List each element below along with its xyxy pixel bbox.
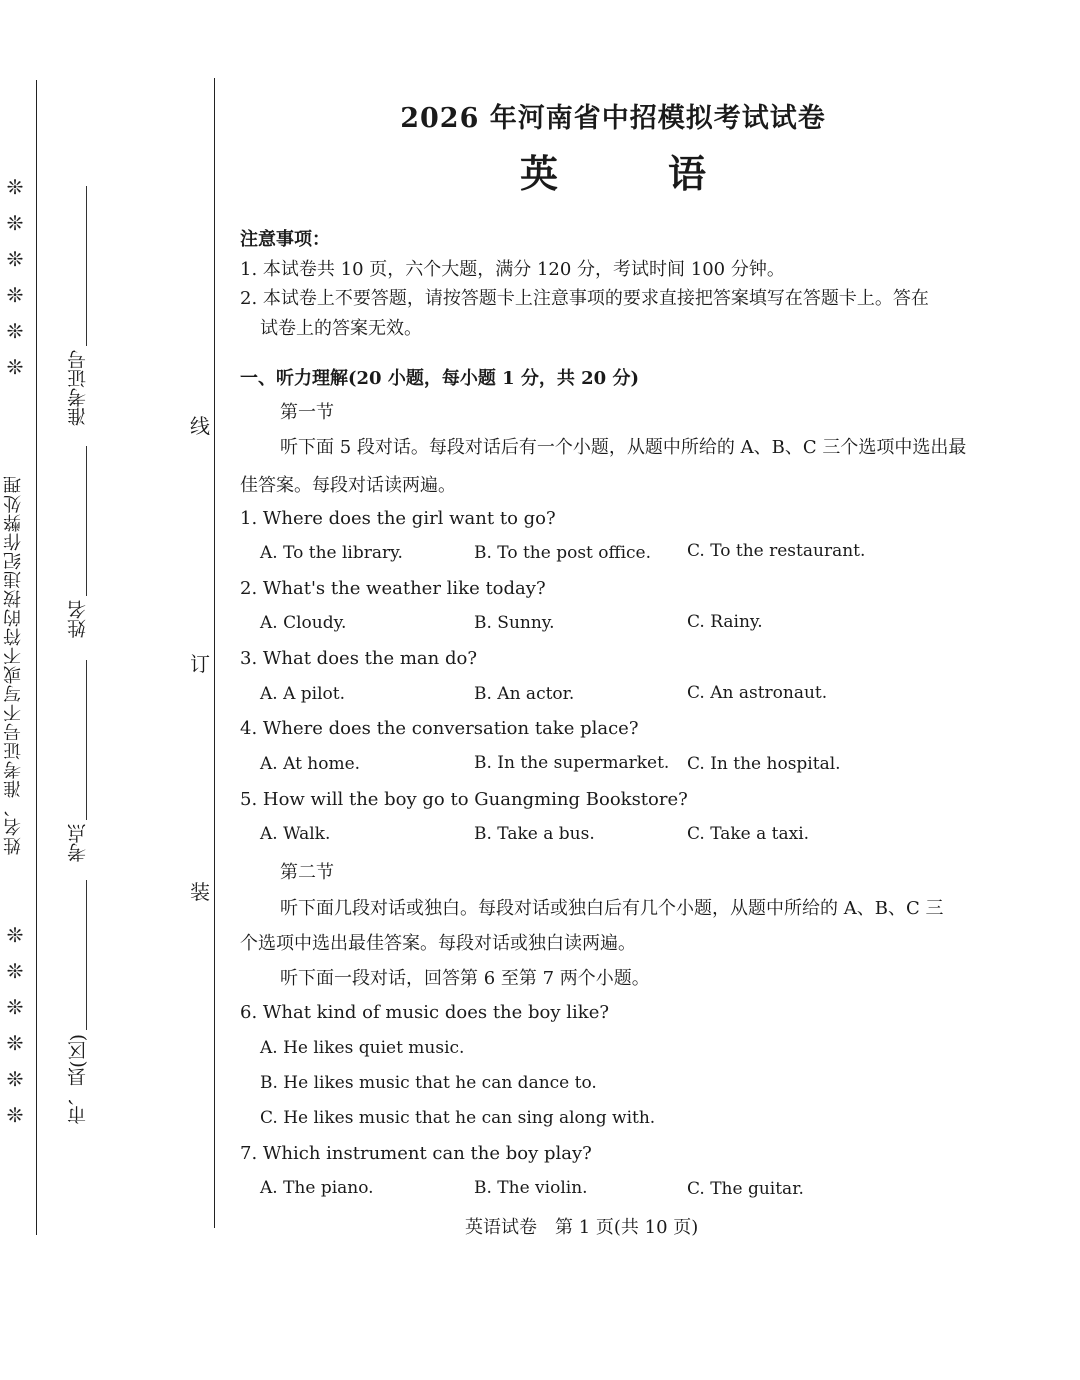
question-3: 3. What does the man do? [240,648,477,669]
star-icon: ❊ [6,211,24,235]
margin-divider-outer [36,80,37,1235]
q6-option-a: A. He likes quiet music. [260,1038,465,1058]
star-icon: ❊ [6,283,24,307]
exam-number-underline [86,186,87,346]
q6-option-b: B. He likes music that he can dance to. [260,1073,597,1093]
name-label: 姓名 [66,600,89,638]
q7-option-a: A. The piano. [260,1178,374,1198]
star-column-bottom [2,924,28,1126]
exam-number-field[interactable] [64,186,90,430]
q5-option-c: C. Take a taxi. [687,824,810,844]
question-7: 7. Which instrument can the boy play? [240,1143,592,1164]
part1-label: 第一节 [280,402,334,423]
part2-subinstruction: 听下面一段对话，回答第 6 至第 7 两个小题。 [280,968,650,989]
question-6: 6. What kind of music does the boy like? [240,1002,609,1023]
exam-site-field[interactable] [64,660,90,866]
margin-divider-inner [214,78,215,1228]
q4-option-a: A. At home. [260,754,361,774]
q2-option-a: A. Cloudy. [260,613,347,633]
notice-item-1: 1. 本试卷共 10 页，六个大题，满分 120 分，考试时间 100 分钟。 [240,259,785,280]
q6-option-c: C. He likes music that he can sing along with. [260,1108,656,1128]
star-icon: ❊ [6,175,24,199]
q3-option-a: A. A pilot. [260,684,345,704]
q2-option-c: C. Rainy. [687,612,763,632]
question-1: 1. Where does the girl want to go? [240,508,556,529]
page-footer: 英语试卷 第 1 页(共 10 页) [465,1217,699,1238]
q4-option-b: B. In the supermarket. [474,753,670,773]
question-4: 4. Where does the conversation take place? [240,718,639,739]
star-icon: ❊ [6,247,24,271]
city-county-underline [86,880,87,1030]
part2-label: 第二节 [280,862,334,883]
q2-option-b: B. Sunny. [474,613,555,633]
q5-option-a: A. Walk. [260,824,331,844]
star-icon: ❊ [6,1031,24,1055]
q1-option-a: A. To the library. [260,543,403,563]
part2-instruction: 听下面几段对话或独白。每段对话或独白后有几个小题，从题中所给的 A、B、C 三 [280,898,944,919]
binding-margin [0,0,220,1380]
star-icon: ❊ [6,995,24,1019]
name-field[interactable] [64,446,90,642]
binding-line-mark: 线 [190,414,210,438]
part1-instruction: 听下面 5 段对话。每段对话后有一个小题，从题中所给的 A、B、C 三个选项中选出最 [280,437,967,458]
notice-heading: 注意事项： [240,229,330,250]
star-column-top [2,176,28,378]
part2-instruction-cont: 个选项中选出最佳答案。每段对话或独白读两遍。 [240,933,636,954]
margin-warning: 姓名、准考证号不写或不符的按违纪作弊处理 [3,475,24,855]
q7-option-c: C. The guitar. [687,1179,804,1199]
star-icon: ❊ [6,1103,24,1127]
q4-option-c: C. In the hospital. [687,754,841,774]
name-underline [86,446,87,596]
city-county-label: 市、县(区) [66,1034,89,1125]
q1-option-c: C. To the restaurant. [687,541,866,561]
q3-option-c: C. An astronaut. [687,683,828,703]
subject-title: 英语 [519,151,816,196]
section-heading: 一、听力理解(20 小题，每小题 1 分，共 20 分) [240,368,639,389]
city-county-field[interactable] [64,880,90,1129]
q7-option-b: B. The violin. [474,1178,588,1198]
star-icon: ❊ [6,1067,24,1091]
exam-number-label: 准考证号 [66,350,89,426]
question-5: 5. How will the boy go to Guangming Bookstore? [240,789,688,810]
star-icon: ❊ [6,923,24,947]
exam-site-underline [86,660,87,820]
binding-bind-mark: 装 [190,880,210,904]
star-icon: ❊ [6,355,24,379]
q5-option-b: B. Take a bus. [474,824,595,844]
notice-item-2-cont: 试卷上的答案无效。 [260,318,422,339]
exam-title: 2026 年河南省中招模拟考试试卷 [400,103,826,134]
exam-site-label: 考点 [66,824,89,862]
binding-staple-mark: 订 [190,652,210,676]
part1-instruction-cont: 佳答案。每段对话读两遍。 [240,475,456,496]
q3-option-b: B. An actor. [474,684,575,704]
notice-item-2: 2. 本试卷上不要答题，请按答题卡上注意事项的要求直接把答案填写在答题卡上。答在 [240,288,929,309]
star-icon: ❊ [6,959,24,983]
question-2: 2. What's the weather like today? [240,578,546,599]
star-icon: ❊ [6,319,24,343]
q1-option-b: B. To the post office. [474,543,652,563]
